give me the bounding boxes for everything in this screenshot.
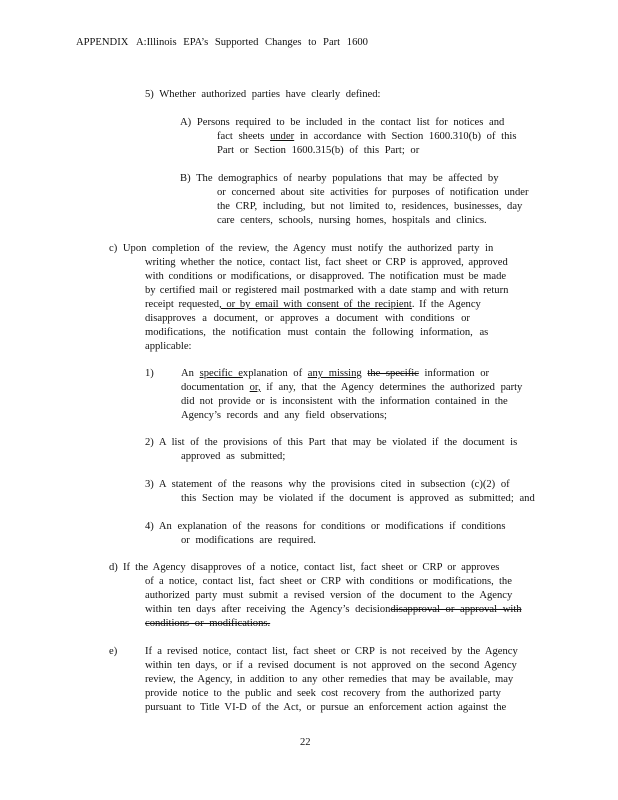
item-e-line-3: review, the Agency, in addition to any other remedies that may be available, may <box>145 674 514 685</box>
item-5a-text-2a: fact sheets <box>217 131 265 142</box>
page-number: 22 <box>300 737 311 748</box>
item-e-line-4: provide notice to the public and seek cost recovery from the authorized party <box>145 688 501 699</box>
item-e-line-5: pursuant to Title VI-D of the Act, or pursue an enforcement action against the <box>145 702 507 713</box>
item-5a-line-2 <box>217 130 516 144</box>
item-c1-text-1c: xplanation of <box>242 368 303 379</box>
item-e-line-2: within ten days, or if a revised document is not approved on the second Agency <box>145 660 517 671</box>
item-c-line-8: applicable: <box>145 341 192 352</box>
item-5a-line-1 <box>180 116 504 130</box>
item-5a-text-2c: in accordance with Section 1600.310(b) of this <box>299 131 517 142</box>
item-c3-line-1: 3) A statement of the reasons why the provisions cited in subsection (c)(2) of <box>145 479 510 490</box>
item-c1-text-1f: information or <box>424 368 490 379</box>
deleted-text-conditions: conditions or modifications. <box>145 618 271 629</box>
inserted-text-or: or, <box>249 382 261 393</box>
item-5b-line-4: care centers, schools, nursing homes, hospitals and clinics. <box>217 215 487 226</box>
item-c3-line-2: this Section may be violated if the document is approved as submitted; and <box>181 493 535 504</box>
item-5a-text-1: Persons required to be included in the contact list for notices and <box>196 117 505 128</box>
item-c2-line-2: approved as submitted; <box>181 451 286 462</box>
item-c4-line-1: 4) An explanation of the reasons for conditions or modifications if conditions <box>145 521 506 532</box>
item-c1-line-3: did not provide or is inconsistent with the information contained in the <box>181 396 508 407</box>
item-d-line-2: of a notice, contact list, fact sheet or CRP with conditions or modifications, the <box>145 576 512 587</box>
appendix-label: APPENDIX <box>76 37 129 48</box>
inserted-text-email-consent: , or by email with consent of the recipient <box>219 299 412 310</box>
item-c-text-5c: . If the Agency <box>411 299 481 310</box>
item-d-line-3: authorized party must submit a revised version of the document to the Agency <box>145 590 513 601</box>
item-5b-text-1: The demographics of nearby populations that may be affected by <box>196 173 499 184</box>
item-d-text-4a: within ten days after receiving the Agency’s decision <box>145 604 391 615</box>
item-c-line-4: by certified mail or registered mail postmarked with a date stamp and with return <box>145 285 509 296</box>
item-c-text-5a: receipt requested <box>145 299 220 310</box>
item-5-text: Whether authorized parties have clearly defined: <box>159 89 381 100</box>
header-title: A:Illinois EPA’s Supported Changes to Part 1600 <box>136 37 368 48</box>
item-c-line-6: disapproves a document, or approves a document with conditions or <box>145 313 470 324</box>
item-5b-line-1 <box>180 172 499 186</box>
item-5b-line-3: the CRP, including, but not limited to, residences, businesses, day <box>217 201 523 212</box>
item-c-line-2: writing whether the notice, contact list, fact sheet or CRP is approved, approved <box>145 257 508 268</box>
item-c1-line-2 <box>181 381 522 395</box>
item-5-label: 5) <box>145 89 154 100</box>
item-c-line-7: modifications, the notification must contain the following information, as <box>145 327 489 338</box>
item-c-line-3: with conditions or modifications, or disapproved. The notification must be made <box>145 271 507 282</box>
item-e-label: e) <box>109 646 118 657</box>
item-c1-line-1 <box>181 367 489 381</box>
item-5b-line-2: or concerned about site activities for purposes of notification under <box>217 187 529 198</box>
item-5b-label: B) <box>180 173 191 184</box>
item-c1-text-2a: documentation <box>181 382 244 393</box>
item-c1-line-4: Agency’s records and any field observations; <box>181 410 387 421</box>
item-c1-text-2c: if any, that the Agency determines the authorized party <box>266 382 523 393</box>
inserted-text-specific: specific e <box>199 368 243 379</box>
item-c1-label: 1) <box>145 368 154 379</box>
deleted-text-disapproval: disapproval or approval with <box>390 604 522 615</box>
item-5a-label: A) <box>180 117 192 128</box>
item-d-line-4 <box>145 603 522 617</box>
inserted-text-under: under <box>270 131 295 142</box>
inserted-text-any-missing: any missing <box>307 368 362 379</box>
item-c-line-5 <box>145 298 481 312</box>
item-5a-line-3: Part or Section 1600.315(b) of this Part; or <box>217 145 420 156</box>
item-d-line-1: d) If the Agency disapproves of a notice, contact list, fact sheet or CRP or approves <box>109 562 500 573</box>
item-c-line-1: c) Upon completion of the review, the Agency must notify the authorized party in <box>109 243 494 254</box>
item-c1-text-1a: An <box>181 368 194 379</box>
deleted-text-the-specific: the specific <box>367 368 419 379</box>
item-5 <box>145 88 380 102</box>
item-c4-line-2: or modifications are required. <box>181 535 316 546</box>
item-c2-line-1: 2) A list of the provisions of this Part that may be violated if the document is <box>145 437 518 448</box>
item-e-line-1: If a revised notice, contact list, fact sheet or CRP is not received by the Agency <box>145 646 518 657</box>
